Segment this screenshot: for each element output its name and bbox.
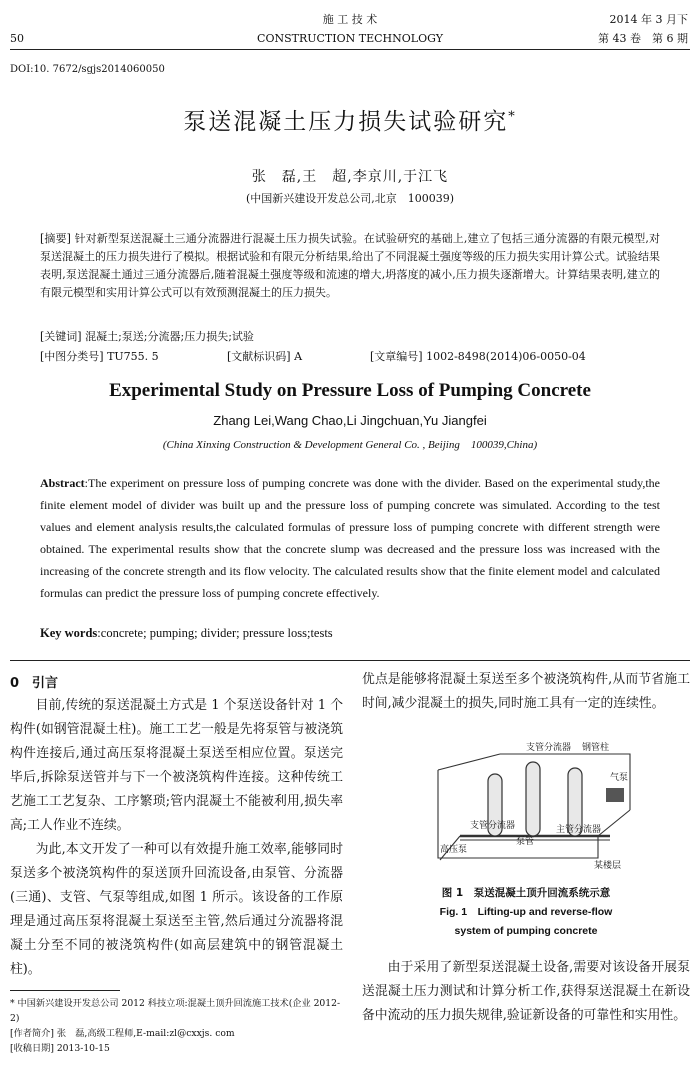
figure-caption <box>362 884 690 941</box>
section-heading: 0 引言 <box>10 676 59 691</box>
issue-info <box>598 10 688 48</box>
authors-en: Zhang Lei,Wang Chao,Li Jingchuan,Yu Jiangfei <box>213 413 487 428</box>
abstract-en-label: Abstract <box>40 476 85 490</box>
abstract-cn: [摘要] 针对新型泵送混凝土三通分流器进行混凝土压力损失试验。在试验研究的基础上,建立了包括三通分流器的有限元模型,对泵送混凝土的压力损失进行了模拟。根据试验和有限元分析结果,给出了不同混凝土强度等级的压力损失实用计算公式。试验结果表明,泵送混凝土通过三通分流器后,随着混凝土强度等级和流速的增大,坍落度的减小,压力损失逐渐增大。计算结果表明,建立的有限元模型和实用计算公式可以有效预测混凝土的压力损失。 <box>40 232 660 299</box>
keywords-en-label: Key words <box>40 626 98 640</box>
label-main-divider: 主管分流器 <box>556 825 602 835</box>
section-rule <box>10 660 690 661</box>
article-number: [文章编号] 1002-8498(2014)06-0050-04 <box>370 350 586 363</box>
page-number: 50 <box>10 32 24 45</box>
label-high-pressure-pump: 高压泵 <box>440 845 468 855</box>
keywords-en <box>40 626 333 641</box>
header-rule <box>10 49 690 50</box>
paragraph-2: 为此,本文开发了一种可以有效提升施工效率,能够同时泵送多个被浇筑构件的泵送顶升回流设备,由泵管、分流器(三通)、支管、气泵等组成,如图 1 所示。该设备的工作原理是通过高压泵将混凝土泵送至主管,然后通过分流器将混凝土分至不同的被浇筑构件(如高层建筑中的钢管混凝土柱)。 <box>10 842 343 977</box>
air-pump-unit <box>606 788 624 802</box>
clc-number: [中图分类号] TU755. 5 <box>40 350 159 363</box>
keywords-cn: [关键词] 混凝土;泵送;分流器;压力损失;试验 <box>40 330 254 343</box>
affiliation-en: (China Xinxing Construction & Development General Co. , Beijing 100039,China) <box>162 439 538 451</box>
air-pump-box <box>606 788 624 802</box>
body-right-bottom <box>362 956 690 1028</box>
affiliation-cn: (中国新兴建设开发总公司,北京 100039) <box>245 192 455 205</box>
issue-date: 2014 年 3 月下 <box>609 13 688 26</box>
body-left-column <box>10 694 343 982</box>
slab-edge <box>438 754 500 770</box>
journal-name-cn: 施 工 技 术 <box>322 13 378 26</box>
label-some-floor: 某楼层 <box>594 861 622 871</box>
footnote-rule <box>10 990 120 991</box>
footnote-author: [作者简介] 张 磊,高级工程师,E-mail:zl@cxxjs. com <box>10 1028 235 1039</box>
label-air-pump: 气泵 <box>610 773 629 783</box>
journal-name-en: CONSTRUCTION TECHNOLOGY <box>257 32 443 45</box>
footnote-received: [收稿日期] 2013-10-15 <box>10 1043 110 1054</box>
issue-volume: 第 43 卷 第 6 期 <box>598 32 688 45</box>
footnote-fund: * 中国新兴建设开发总公司 2012 科技立项:混凝土顶升回流施工技术(企业 2012-2) <box>10 998 341 1024</box>
authors-cn: 张 磊,王 超,李京川,于江飞 <box>251 169 449 185</box>
steel-column-2 <box>526 762 540 836</box>
abstract-en-text: :The experiment on pressure loss of pumping concrete was done with the divider. Based on the experimental study,the finite element model of divider was built up and the pressure loss of pumping concrete was simulated. According to the test values and element analysis results,the calculated formulas of pressure loss of pumping concrete with different strength were obtained. The experimental results show that the concrete slump was decreased and the pressure loss was increased with the increasing of the concrete strength and its flow velocity. The calculated results show that the finite element model and calculated formulas can predict the pressure loss of pumping concrete effectively. <box>40 476 660 600</box>
paper-title-en: Experimental Study on Pressure Loss of Pumping Concrete <box>109 380 591 401</box>
doi: DOI:10. 7672/sgjs2014060050 <box>10 64 165 75</box>
paragraph-4: 由于采用了新型泵送混凝土设备,需要对该设备开展泵送混凝土压力测试和计算分析工作,获得泵送混凝土在新设备中流动的压力损失规律,验证新设备的可靠性和实用性。 <box>362 960 690 1023</box>
caption-en-line1: Fig. 1 Lifting-up and reverse-flow <box>439 906 613 918</box>
body-right-top <box>362 668 690 716</box>
footnotes <box>10 996 345 1056</box>
title-footnote-mark: * <box>508 109 517 125</box>
paper-title-cn <box>0 103 700 136</box>
paragraph-3: 优点是能够将混凝土泵送至多个被浇筑构件,从而节省施工时间,减少混凝土的损失,同时施工具有一定的连续性。 <box>362 672 690 711</box>
abstract-en <box>40 472 660 604</box>
label-branch-divider: 支管分流器 <box>526 743 572 753</box>
document-code: [文献标识码] A <box>227 350 303 363</box>
label-steel-column: 钢管柱 <box>582 743 610 753</box>
label-branch-divider-left: 支管分流器 <box>470 821 516 831</box>
caption-cn: 图 1 泵送混凝土顶升回流系统示意 <box>441 887 611 899</box>
paragraph-1: 目前,传统的泵送混凝土方式是 1 个泵送设备针对 1 个构件(如钢管混凝土柱)。施工工艺一般是先将泵管与被浇筑构件连接后,通过高压泵将混凝土泵送至相应位置。泵送完毕后,拆除泵送管并与下一个被浇筑构件连接。这种传统工艺施工工艺复杂、工序繁琐;管内混凝土不能被利用,损失率高;工人作业不连续。 <box>10 698 343 833</box>
keywords-en-text: :concrete; pumping; divider; pressure loss;tests <box>97 626 333 640</box>
caption-en-line2: system of pumping concrete <box>454 925 598 937</box>
title-text: 泵送混凝土压力损失试验研究 <box>183 109 509 135</box>
figure-1-diagram <box>430 740 648 878</box>
label-pump-pipe: 泵管 <box>516 837 535 847</box>
journal-header <box>0 10 700 48</box>
